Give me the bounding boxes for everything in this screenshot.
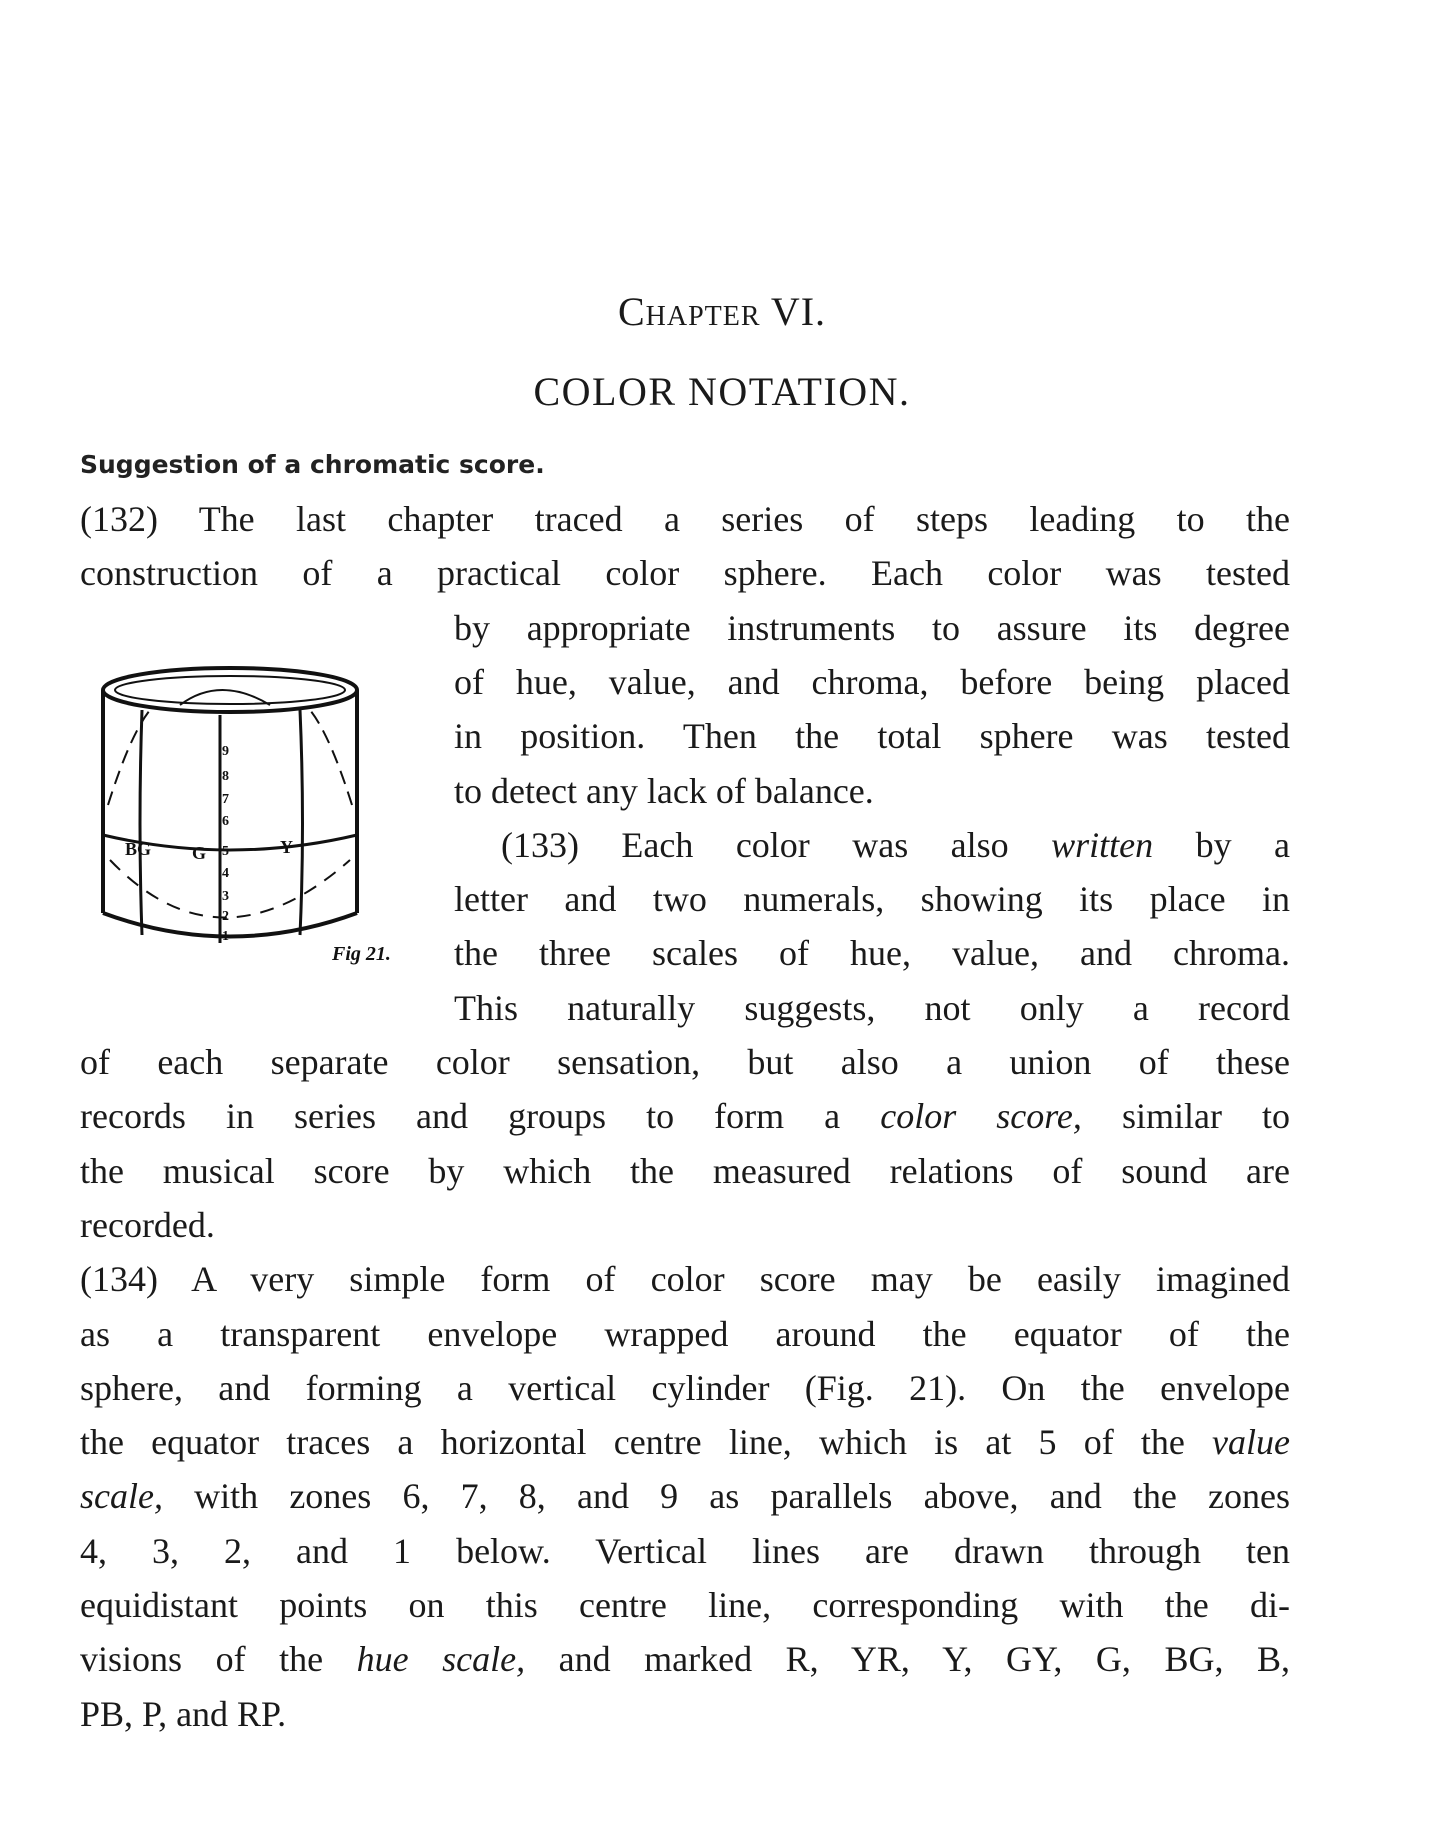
value-label: 1 — [222, 929, 229, 944]
text-line — [80, 1637, 1290, 1681]
text-line — [454, 660, 1290, 704]
text-segment: of hue, value, and chroma, before being placed — [454, 661, 1290, 702]
hue-label-y: Y — [280, 837, 293, 857]
text-line — [80, 1366, 1290, 1410]
text-line — [501, 823, 1290, 867]
chapter-heading: Chapter VI. — [617, 289, 827, 334]
text-line — [80, 1094, 1290, 1138]
text-line — [80, 1149, 1290, 1193]
italic-text: value — [1212, 1422, 1290, 1463]
text-segment: equidistant points on this centre line, corresponding with the di- — [80, 1585, 1290, 1625]
text-line — [80, 1420, 1290, 1464]
text-segment: the three scales of hue, value, and chroma. — [454, 933, 1290, 974]
text-line — [454, 714, 1290, 758]
text-segment: (134) A very simple form of color score may be easily imagined — [80, 1259, 1290, 1300]
text-line — [80, 497, 1290, 541]
text-segment: to detect any lack of balance. — [454, 770, 874, 811]
text-segment: in position. Then the total sphere was tested — [454, 716, 1290, 757]
text-segment: recorded. — [80, 1204, 215, 1245]
value-label: 5 — [222, 844, 229, 859]
value-label: 6 — [222, 814, 229, 829]
text-line — [454, 769, 874, 813]
text-segment: records in series and groups to form a — [80, 1096, 881, 1137]
text-line — [454, 931, 1290, 975]
text-segment: letter and two numerals, showing its place in — [454, 879, 1290, 920]
value-label: 3 — [222, 889, 229, 904]
text-segment: PB, P, and RP. — [80, 1693, 287, 1734]
text-segment: by appropriate instruments to assure its degree — [454, 607, 1290, 648]
italic-text: hue scale, — [356, 1639, 526, 1680]
text-line — [80, 1203, 215, 1247]
side-heading: Suggestion of a chromatic score. — [80, 450, 545, 479]
text-line — [80, 1312, 1290, 1356]
text-line — [454, 986, 1290, 1030]
text-segment: visions of the — [80, 1639, 357, 1680]
text-segment: the equator traces a horizontal centre line, which is at 5 of the — [80, 1422, 1213, 1463]
text-segment: the musical score by which the measured relations of sound are — [80, 1150, 1290, 1191]
hue-label-bg: BG — [125, 839, 152, 859]
text-segment: (133) Each color was also — [501, 824, 1052, 865]
value-label: 2 — [222, 909, 229, 924]
text-segment: with zones 6, 7, 8, and 9 as parallels above, and the zones — [162, 1476, 1290, 1517]
text-line — [454, 877, 1290, 921]
text-line — [80, 1583, 1290, 1627]
value-label: 7 — [222, 792, 229, 807]
text-line — [454, 606, 1290, 650]
value-label: 8 — [222, 769, 229, 784]
text-segment: This naturally suggests, not only a record — [454, 987, 1290, 1028]
text-segment: 4, 3, 2, and 1 below. Vertical lines are drawn through ten — [80, 1530, 1290, 1571]
italic-text: written — [1051, 824, 1154, 865]
text-segment: of each separate color sensation, but also a union of these — [80, 1042, 1290, 1082]
italic-text: color score, — [880, 1096, 1082, 1137]
value-label: 4 — [222, 866, 229, 881]
value-label: 9 — [222, 744, 229, 759]
text-line — [80, 1692, 286, 1736]
text-segment: by a — [1153, 824, 1290, 865]
text-line — [80, 1040, 1290, 1084]
hue-label-g: G — [192, 843, 207, 863]
text-segment: (132) The last chapter traced a series of steps leading to the — [80, 499, 1290, 539]
text-line — [80, 1257, 1290, 1301]
italic-text: scale, — [80, 1476, 163, 1517]
page-title: COLOR NOTATION. — [533, 369, 911, 414]
text-line — [80, 551, 1290, 595]
text-segment: as a transparent envelope wrapped around the equator of the — [80, 1313, 1290, 1354]
figure-21-cylinder — [70, 655, 430, 995]
text-segment: construction of a practical color sphere. Each color was tested — [80, 553, 1290, 594]
figure-caption: Fig 21. — [332, 943, 391, 965]
text-segment: and marked R, YR, Y, GY, G, BG, B, — [525, 1639, 1291, 1680]
text-line — [80, 1529, 1290, 1573]
text-line — [80, 1474, 1290, 1518]
text-segment: sphere, and forming a vertical cylinder (Fig. 21). On the envelope — [80, 1367, 1290, 1408]
text-segment: similar to — [1081, 1096, 1290, 1137]
